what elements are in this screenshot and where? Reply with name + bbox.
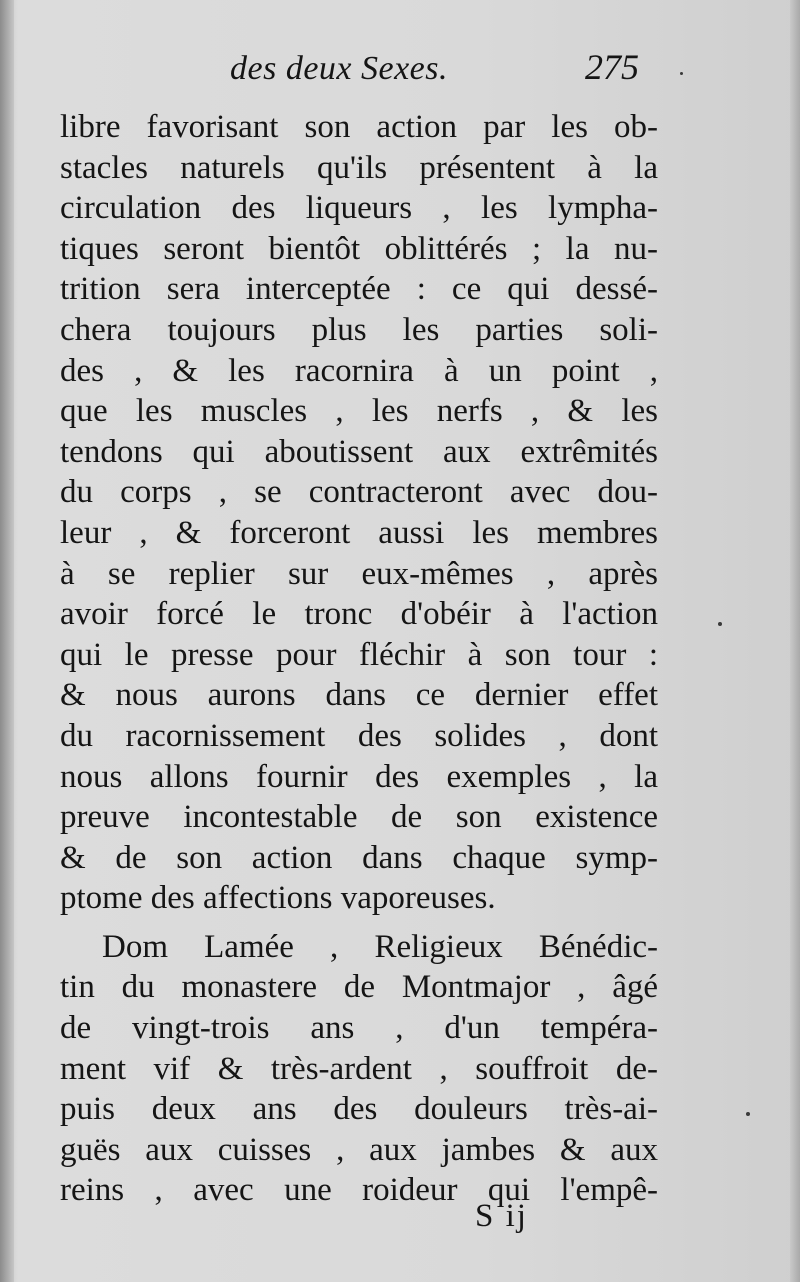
text-line: trition sera interceptée : ce qui dessé-	[60, 271, 658, 308]
text-line: ptome des affections vaporeuses.	[60, 880, 496, 917]
text-line: à se replier sur eux-mêmes , après	[60, 555, 658, 592]
text-line: ment vif & très-ardent , souffroit de-	[60, 1050, 658, 1087]
text-line: que les muscles , les nerfs , & les	[60, 393, 658, 430]
ink-speck	[680, 72, 683, 75]
text-line: chera toujours plus les parties soli-	[60, 311, 658, 348]
page-number: 275	[585, 47, 639, 87]
text-line: guës aux cuisses , aux jambes & aux	[60, 1131, 658, 1168]
text-line: tiques seront bientôt oblittérés ; la nu-	[60, 230, 658, 267]
text-line: avoir forcé le tronc d'obéir à l'action	[60, 596, 658, 633]
text-line: libre favorisant son action par les ob-	[60, 109, 658, 145]
text-line: & de son action dans chaque symp-	[60, 839, 658, 876]
page-body	[60, 107, 658, 1211]
text-line: Dom Lamée , Religieux Bénédic-	[102, 928, 658, 965]
running-head: des deux Sexes.	[230, 50, 449, 87]
text-line: des , & les racornira à un point ,	[60, 352, 658, 389]
text-line: stacles naturels qu'ils présentent à la	[60, 149, 658, 186]
text-line: puis deux ans des douleurs très-ai-	[60, 1091, 658, 1128]
signature-mark: S ij	[475, 1198, 528, 1234]
text-line: qui le presse pour fléchir à son tour :	[60, 636, 658, 673]
text-line: du corps , se contracteront avec dou-	[60, 474, 658, 511]
text-line: nous allons fournir des exemples , la	[60, 758, 658, 795]
page-header	[0, 46, 800, 96]
text-line: reins , avec une roideur qui l'empê-	[60, 1172, 658, 1209]
ink-speck	[746, 1112, 750, 1116]
paragraph-gap	[60, 919, 658, 927]
text-line: du racornissement des solides , dont	[60, 717, 658, 754]
text-line: tin du monastere de Montmajor , âgé	[60, 969, 658, 1006]
text-line: & nous aurons dans ce dernier effet	[60, 677, 658, 714]
text-line: preuve incontestable de son existence	[60, 799, 658, 836]
text-line: leur , & forceront aussi les membres	[60, 514, 658, 551]
ink-speck	[718, 622, 722, 626]
text-line: de vingt-trois ans , d'un tempéra-	[60, 1010, 658, 1047]
text-line: tendons qui aboutissent aux extrêmités	[60, 433, 658, 470]
paragraph	[60, 927, 658, 1211]
text-line: circulation des liqueurs , les lympha-	[60, 190, 658, 227]
paragraph	[60, 107, 658, 919]
